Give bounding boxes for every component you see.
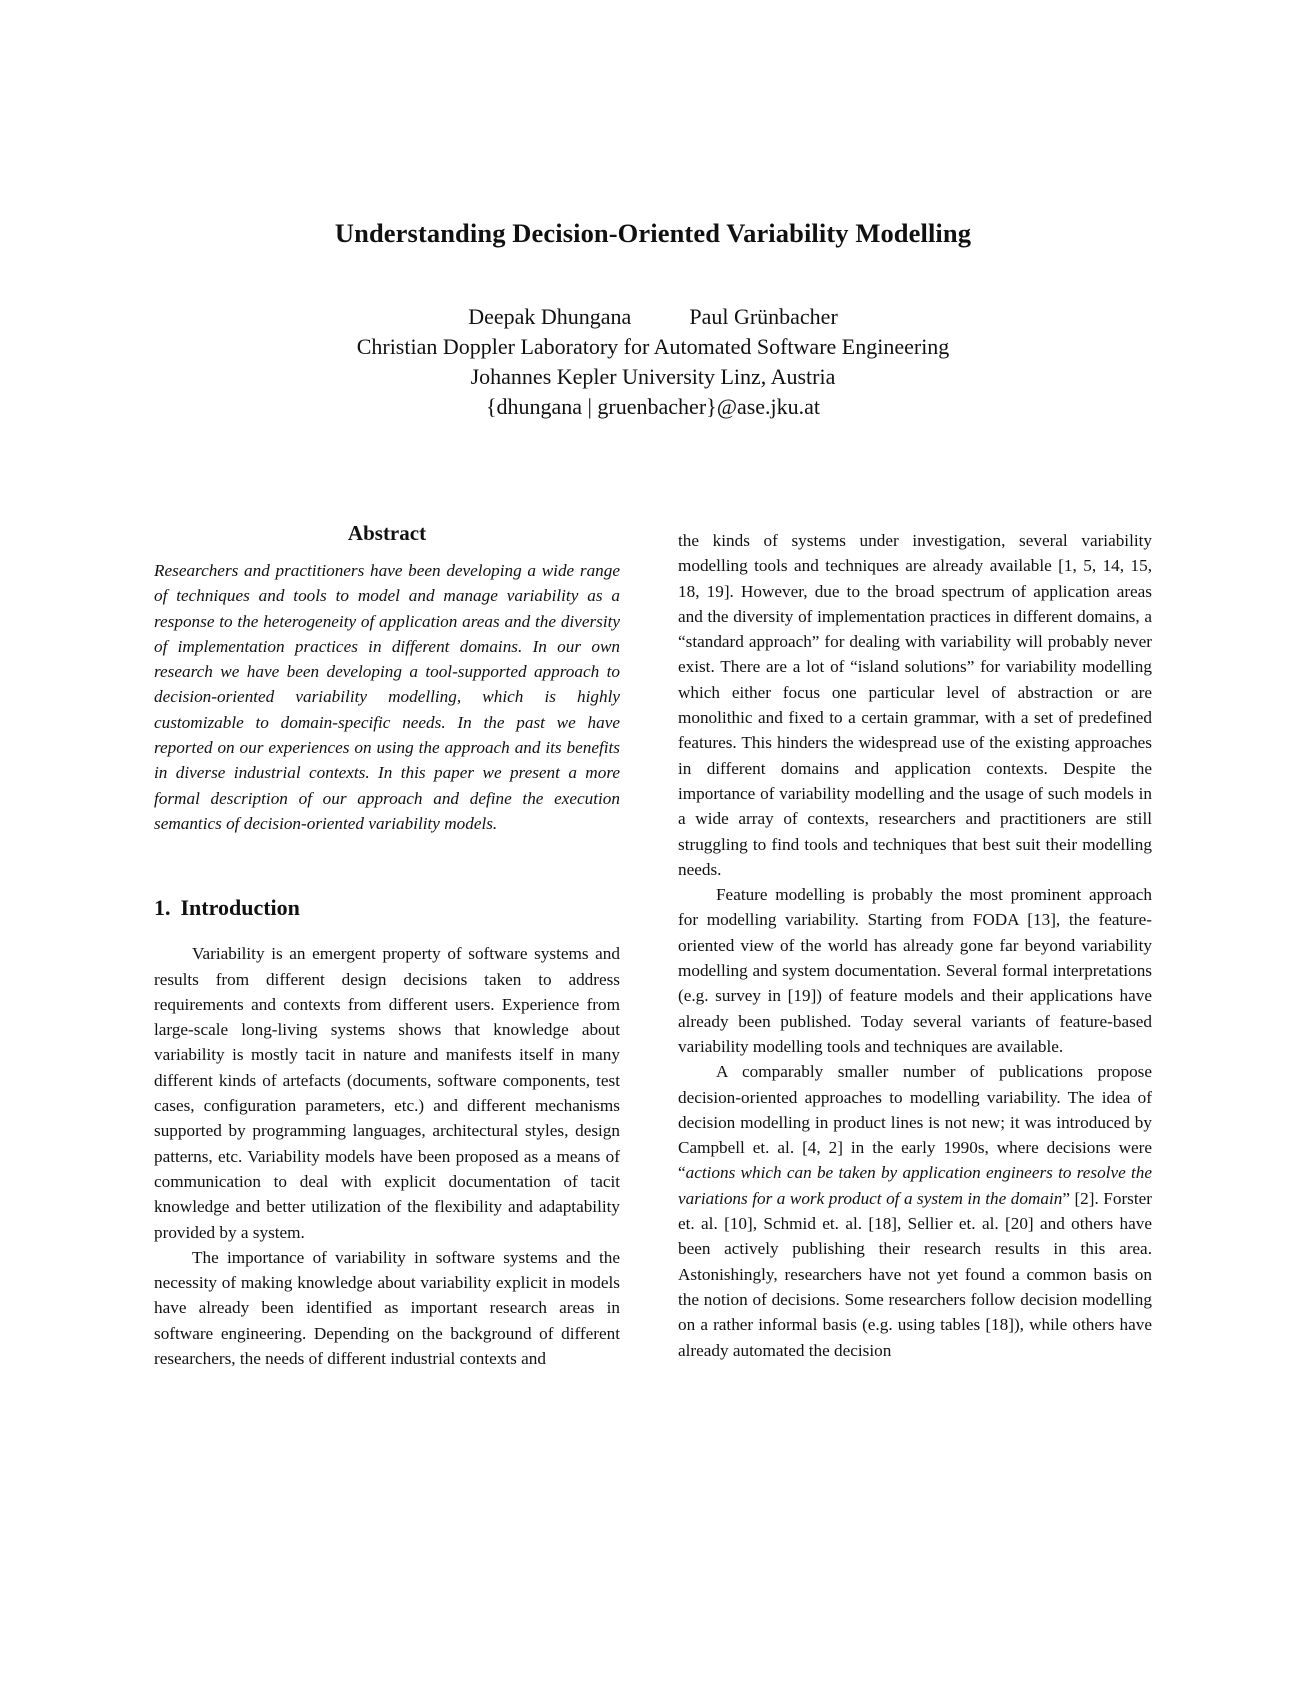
section-title: Introduction <box>180 895 300 921</box>
section-number: 1. <box>154 895 171 921</box>
body-paragraph: The importance of variability in software systems and the necessity of making knowledge about variability explicit in models have already been identified as important research areas in software engineering. Depending on the background of different researchers, the needs of different industrial contexts and <box>154 1247 620 1369</box>
abstract-text: Researchers and practitioners have been developing a wide range of techniques and tools to model and manage variability as a response to the heterogeneity of application areas and the diversity of implementation practices in different domains. In our own research we have been developing a tool-supported approach to decision-oriented variability modelling, which is highly customizable to domain-specific needs. In the past we have reported on our experiences on using the approach and its benefits in diverse industrial contexts. In this paper we present a more formal description of our approach and define the execution semantics of decision-oriented variability models. <box>154 561 620 833</box>
author-block <box>0 302 1306 422</box>
body-paragraph: the kinds of systems under investigation, several variability modelling tools and techniques are already available [1, 5, 14, 15, 18, 19]. However, due to the broad spectrum of application areas and the diversity of implementation practices in different domains, a “standard approach” for dealing with variability will probably never exist. There are a lot of “island solutions” for variability modelling which either focus one particular level of abstraction or are monolithic and fixed to a certain grammar, with a set of predefined features. This hinders the widespread use of the existing approaches in different domains and application contexts. Despite the importance of variability modelling and the usage of such models in a wide array of contexts, researchers and practitioners are still struggling to find tools and techniques that best suit their modelling needs. <box>678 531 1152 879</box>
body-paragraph: Variability is an emergent property of software systems and results from different design decisions taken to address requirements and contexts from different users. Experience from large-scale long-living systems shows that knowledge about variability is mostly tacit in nature and manifests itself in many different kinds of artefacts (documents, software components, test cases, configuration parameters, etc.) and different mechanisms supported by programming languages, architectural styles, design patterns, etc. Variability models have been proposed as a means of communication to deal with explicit documentation of tacit knowledge and better utilization of the flexibility and adaptability provided by a system. <box>154 944 620 1242</box>
abstract-heading: Abstract <box>347 521 427 545</box>
quoted-definition: actions which can be taken by application engineers to resolve the variations for a work product of a system in the domain <box>678 1163 1152 1208</box>
author-name: Paul Grünbacher <box>689 304 838 329</box>
body-paragraph <box>678 1059 1152 1363</box>
paper-title: Understanding Decision-Oriented Variability Modelling <box>334 218 972 248</box>
affiliation-university: Johannes Kepler University Linz, Austria <box>470 364 836 389</box>
author-email: {dhungana | gruenbacher}@ase.jku.at <box>485 394 821 419</box>
author-name: Deepak Dhungana <box>468 304 632 329</box>
left-column <box>154 520 620 1371</box>
author-names <box>0 302 1306 332</box>
affiliation-lab: Christian Doppler Laboratory for Automated Software Engineering <box>356 334 950 359</box>
body-paragraph: Feature modelling is probably the most prominent approach for modelling variability. Starting from FODA [13], the feature-oriented view of the world has already gone far beyond variability modelling and system documentation. Several formal interpretations (e.g. survey in [19]) of feature models and their applications have already been published. Today several variants of feature-based variability modelling tools and techniques are available. <box>678 885 1152 1056</box>
section-heading-introduction <box>154 894 620 922</box>
body-text: A comparably smaller number of publications propose decision-oriented approaches to modelling variability. The idea of decision modelling in product lines is not new; it was introduced by Campbell et. al. [4, 2] in the early 1990s, where decisions were “ <box>678 1062 1152 1183</box>
body-text: ” [2]. Forster et. al. [10], Schmid et. al. [18], Sellier et. al. [20] and others have been actively publishing their research results in this area. Astonishingly, researchers have not yet found a common basis on the notion of decisions. Some researchers follow decision modelling on a rather informal basis (e.g. using tables [18]), while others have already automated the decision <box>678 1188 1152 1360</box>
right-column <box>678 528 1152 1363</box>
